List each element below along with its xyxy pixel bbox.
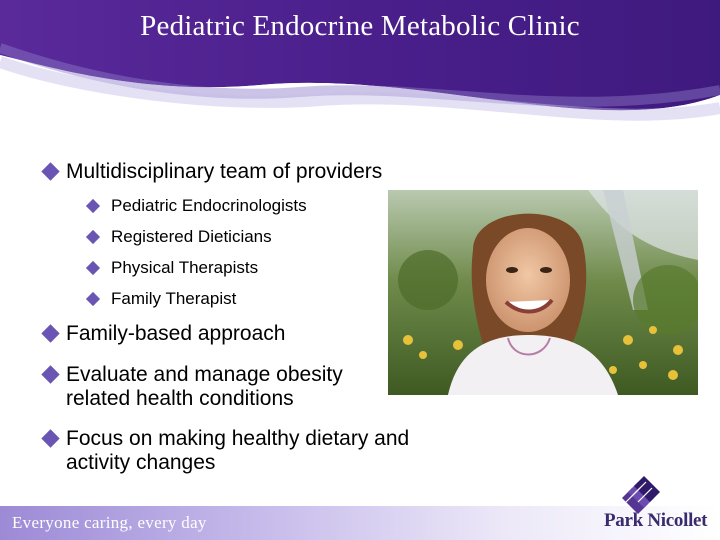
sub-bullet-text: Family Therapist [111, 289, 237, 308]
slide-title: Pediatric Endocrine Metabolic Clinic [140, 10, 580, 42]
diamond-bullet-icon [41, 429, 59, 447]
bullet-text: Family-based approach [66, 322, 286, 345]
smiling-girl-photo [388, 190, 698, 395]
footer-tagline: Everyone caring, every day [12, 513, 207, 532]
diamond-bullet-icon [86, 199, 100, 213]
diamond-bullet-icon [41, 324, 59, 342]
bullet-text: Evaluate and manage obesity related health conditions [66, 363, 343, 410]
diamond-bullet-icon [41, 162, 59, 180]
sub-bullet-item [88, 196, 307, 216]
park-nicollet-logo-icon [618, 474, 662, 514]
sub-bullet-item [88, 227, 272, 247]
sub-bullet-text: Pediatric Endocrinologists [111, 196, 307, 215]
header-band [0, 0, 720, 140]
diamond-bullet-icon [41, 365, 59, 383]
diamond-bullet-icon [86, 292, 100, 306]
bullet-item [42, 160, 382, 184]
sub-bullet-text: Registered Dieticians [111, 227, 272, 246]
bullet-item [42, 427, 422, 475]
bullet-item [42, 363, 392, 411]
logo-wordmark: Park Nicollet [604, 510, 708, 531]
diamond-bullet-icon [86, 230, 100, 244]
bullet-item [42, 322, 285, 346]
bullet-text: Focus on making healthy dietary and activity changes [66, 427, 410, 474]
sub-bullet-item [88, 258, 258, 278]
sub-bullet-text: Physical Therapists [111, 258, 259, 277]
diamond-bullet-icon [86, 261, 100, 275]
sub-bullet-item [88, 289, 236, 309]
bullet-text: Multidisciplinary team of providers [66, 160, 383, 183]
